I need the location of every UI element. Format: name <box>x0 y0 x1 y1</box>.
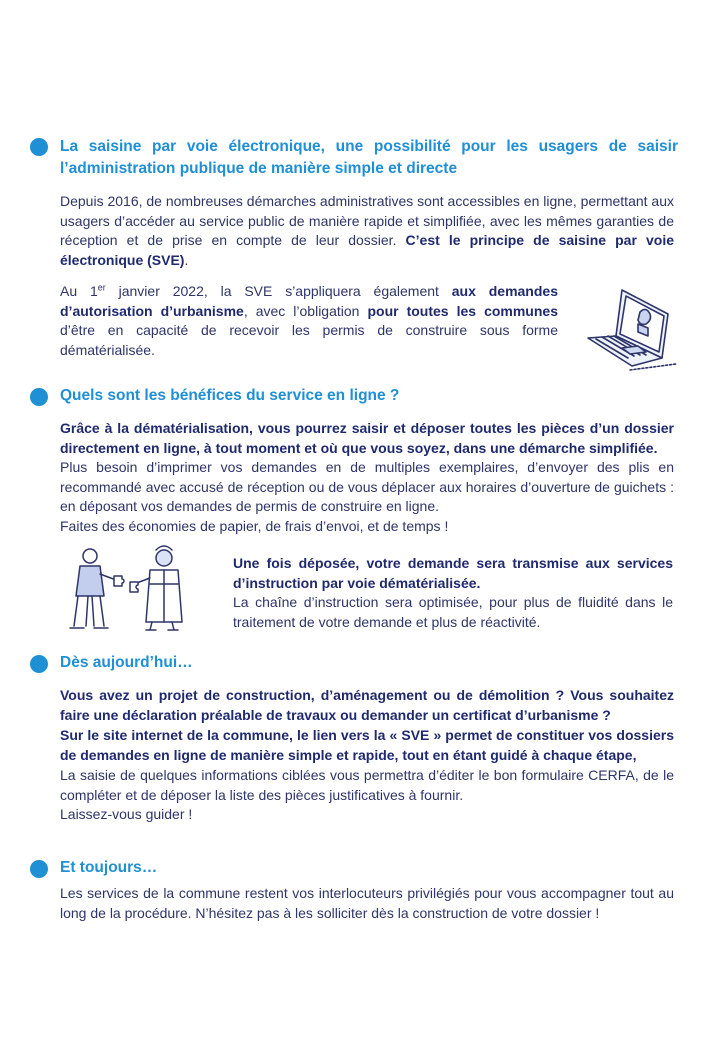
paragraph <box>60 419 674 458</box>
section-heading: Et toujours… <box>60 859 158 876</box>
bullet-icon <box>30 388 48 406</box>
paragraph: La chaîne d’instruction sera optimisée, pour plus de fluidité dans le traitement de votre demande et plus de réactivité. <box>233 594 673 630</box>
bullet-icon <box>30 655 48 673</box>
paragraph <box>60 686 674 725</box>
section-heading: Quels sont les bénéfices du service en ligne ? <box>60 387 400 404</box>
text: janvier 2022, la SVE s’appliquera également <box>105 283 452 299</box>
paragraph: Laissez-vous guider ! <box>60 806 193 822</box>
text-bold: Une fois déposée, votre demande sera transmise aux services d’instruction par voie dématérialisée. <box>233 555 673 591</box>
superscript: er <box>97 282 106 293</box>
text-bold: Vous avez un projet de construction, d’aménagement ou de démolition ? Vous souhaitez faire une déclaration préalable de travaux ou demander un certificat d’urbanisme ? <box>60 687 674 723</box>
paragraph: Les services de la commune restent vos interlocuteurs privilégiés pour vous accompagner tout au long de la procédure. N’hésitez pas à les solliciter dès la construction de votre dossier ! <box>60 885 674 921</box>
laptop-icon <box>582 284 678 378</box>
text-bold: Sur le site internet de la commune, le lien vers la « SVE » permet de constituer vos dossiers de demandes en ligne de manière simple et rapide, tout en étant guidé à chaque étape, <box>60 727 674 763</box>
paragraph: Plus besoin d’imprimer vos demandes en de multiples exemplaires, d’envoyer des plis en recommandé avec accusé de réception ou de vous déplacer aux horaires d’ouverture de guichets : en déposant vos demandes de permis de construire en ligne. <box>60 459 674 514</box>
text: d’être en capacité de recevoir les permis de construire sous forme dématérialisée. <box>60 322 558 358</box>
text-bold: pour toutes les communes <box>367 302 558 319</box>
text: , avec l’obligation <box>243 302 368 319</box>
paragraph <box>60 282 558 360</box>
people-exchanging-puzzle-icon <box>60 544 210 634</box>
text: . <box>184 251 189 268</box>
paragraph <box>60 192 674 270</box>
paragraph: La saisie de quelques informations ciblées vous permettra d’éditer le bon formulaire CERFA, de le compléter et de déposer la liste des pièces justificatives à fournir. <box>60 767 674 803</box>
text: Depuis 2016, de nombreuses démarches administratives sont accessibles en ligne, permettant aux usagers d’accéder au service public de manière rapide et simplifiée, avec les mêmes garanties de réception et de prise en compte de leur dossier. <box>60 193 674 248</box>
text-bold: Grâce à la dématérialisation, vous pourrez saisir et déposer toutes les pièces d’un dossier directement en ligne, à tout moment et où que vous soyez, dans une démarche simplifiée. <box>60 420 674 456</box>
text-bold: C’est le principe de saisine par voie électronique (SVE) <box>60 232 674 268</box>
bullet-icon <box>30 138 48 156</box>
section-heading: Dès aujourd’hui… <box>60 654 193 671</box>
text-bold: aux demandes d’autorisation d’urbanisme <box>60 283 558 319</box>
section-heading: La saisine par voie électronique, une possibilité pour les usagers de saisir l’administration publique de manière simple et directe <box>60 138 678 177</box>
paragraph <box>233 554 673 593</box>
bullet-icon <box>30 860 48 878</box>
paragraph: Faites des économies de papier, de frais d’envoi, et de temps ! <box>60 518 449 534</box>
paragraph <box>60 726 674 765</box>
text: Au 1 <box>60 283 98 299</box>
